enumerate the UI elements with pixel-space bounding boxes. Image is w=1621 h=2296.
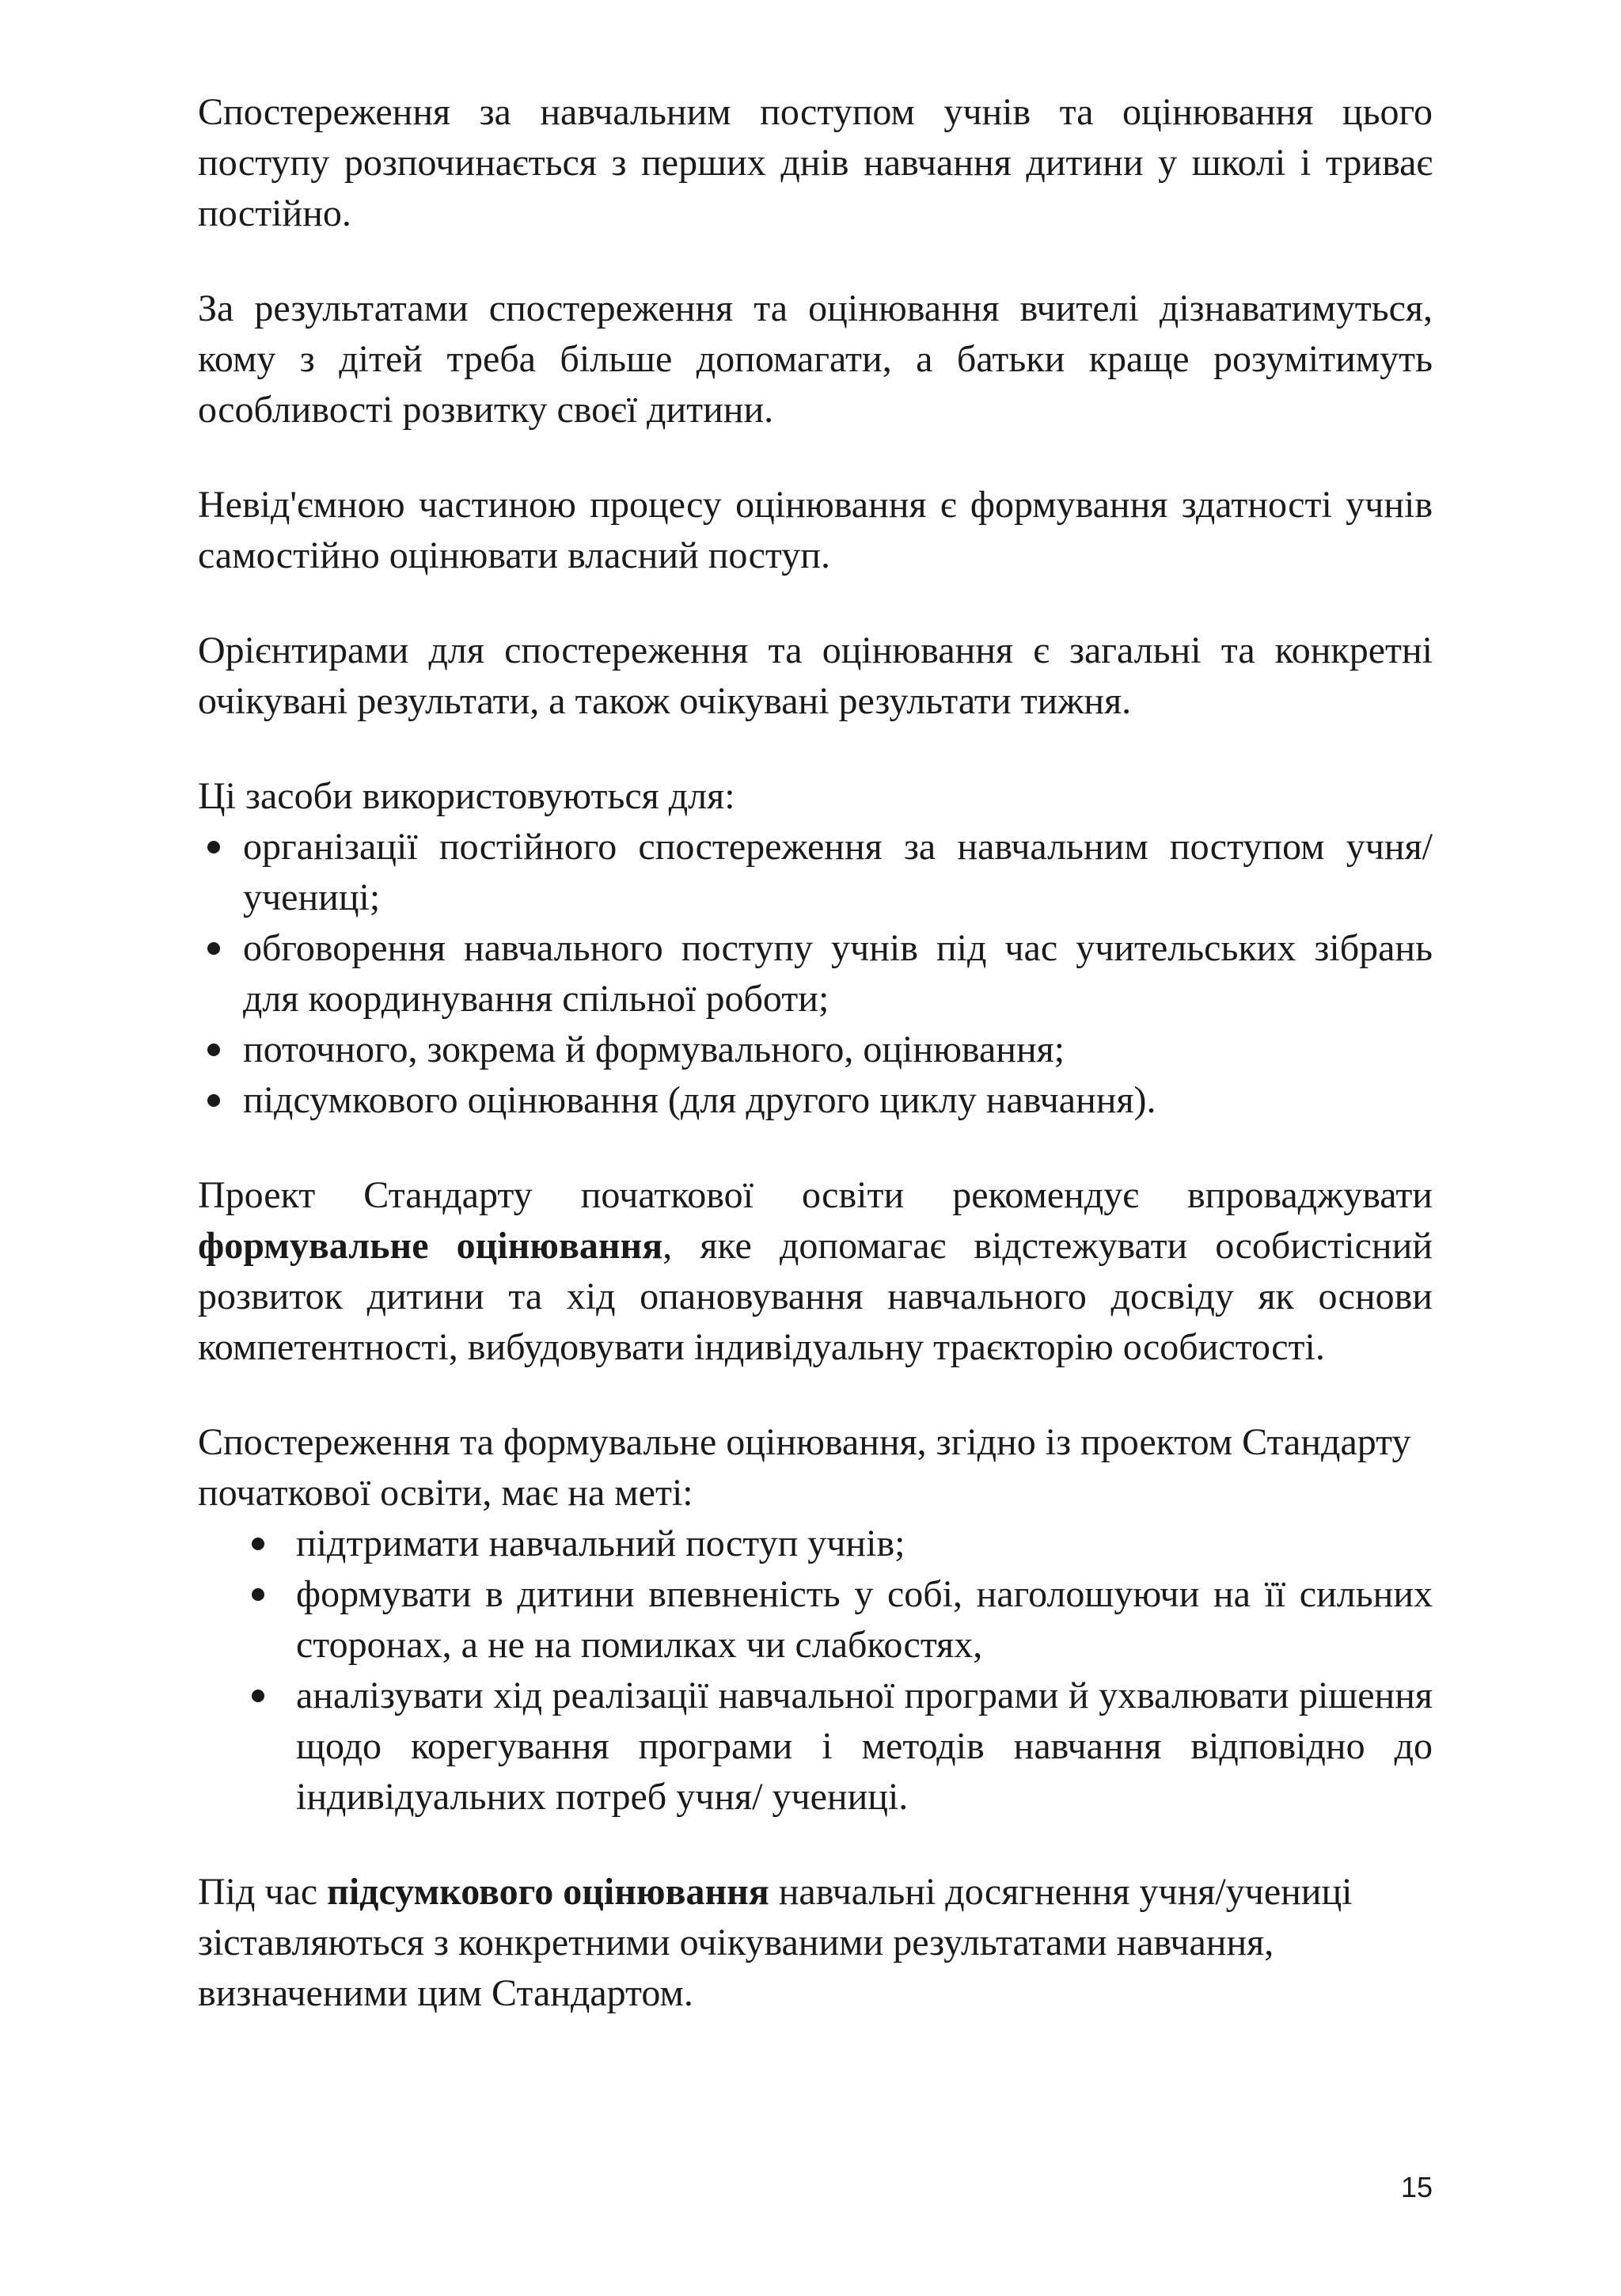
bullet-icon (207, 1043, 220, 1056)
list-item: організації постійного спостереження за навчальним поступом учня/ учениці; (198, 822, 1433, 923)
means-list (198, 822, 1433, 1126)
paragraph-observation: Спостереження за навчальним поступом учнів та оцінювання цього поступу розпочинається з перших днів навчання дитини у школі і триває постійно. (198, 91, 1433, 234)
paragraph-means-intro: Ці засоби використовуються для: (198, 775, 735, 817)
list-item: поточного, зокрема й формувального, оцінювання; (198, 1024, 1433, 1075)
paragraph-goals-intro: Спостереження та формувальне оцінювання, згідно із проектом Стандарту початкової освіти, має на меті: (198, 1421, 1411, 1514)
bullet-icon (207, 1094, 220, 1107)
document-page (198, 87, 1433, 2019)
list-item: формувати в дитини впевненість у собі, наголошуючи на її сильних сторонах, а не на помилках чи слабкостях, (198, 1569, 1433, 1671)
bullet-icon (207, 841, 220, 853)
paragraph-formative-assessment: Проект Стандарту початкової освіти рекомендує впроваджувати формувальне оцінювання, яке допомагає відстежувати особистісний розвиток дитини та хід опановування навчального досвіду як основи компетентності, вибудовувати індивідуальну траєкторію особистості. (198, 1174, 1433, 1368)
bullet-icon (252, 1538, 264, 1550)
paragraph-summative-assessment: Під час підсумкового оцінювання навчальні досягнення учня/учениці зіставляються з конкретними очікуваними результатами навчання, визначеними цим Стандартом. (198, 1871, 1353, 2014)
bold-term: формувальне оцінювання (198, 1225, 663, 1267)
paragraph-self-assessment: Невід'ємною частиною процесу оцінювання є формування здатності учнів самостійно оцінювати власний поступ. (198, 484, 1433, 576)
bullet-icon (252, 1588, 264, 1601)
list-item: підсумкового оцінювання (для другого циклу навчання). (198, 1075, 1433, 1126)
bold-term: підсумкового оцінювання (327, 1871, 769, 1913)
bullet-icon (252, 1690, 264, 1702)
list-item: аналізувати хід реалізації навчальної програми й ухвалювати рішення щодо корегування програми і методів навчання відповідно до індивідуальних потреб учня/ учениці. (198, 1671, 1433, 1823)
bullet-icon (207, 942, 220, 955)
paragraph-guidelines: Орієнтирами для спостереження та оцінювання є загальні та конкретні очікувані результати, а також очікувані результати тижня. (198, 629, 1433, 722)
list-item: обговорення навчального поступу учнів під час учительських зібрань для координування спільної роботи; (198, 923, 1433, 1024)
goals-list (198, 1519, 1433, 1823)
page-number: 15 (1400, 2171, 1433, 2203)
list-item: підтримати навчальний поступ учнів; (198, 1519, 1433, 1569)
paragraph-results: За результатами спостереження та оцінювання вчителі дізнаватимуться, кому з дітей треба більше допомагати, а батьки краще розумітимуть особливості розвитку своєї дитини. (198, 287, 1433, 431)
